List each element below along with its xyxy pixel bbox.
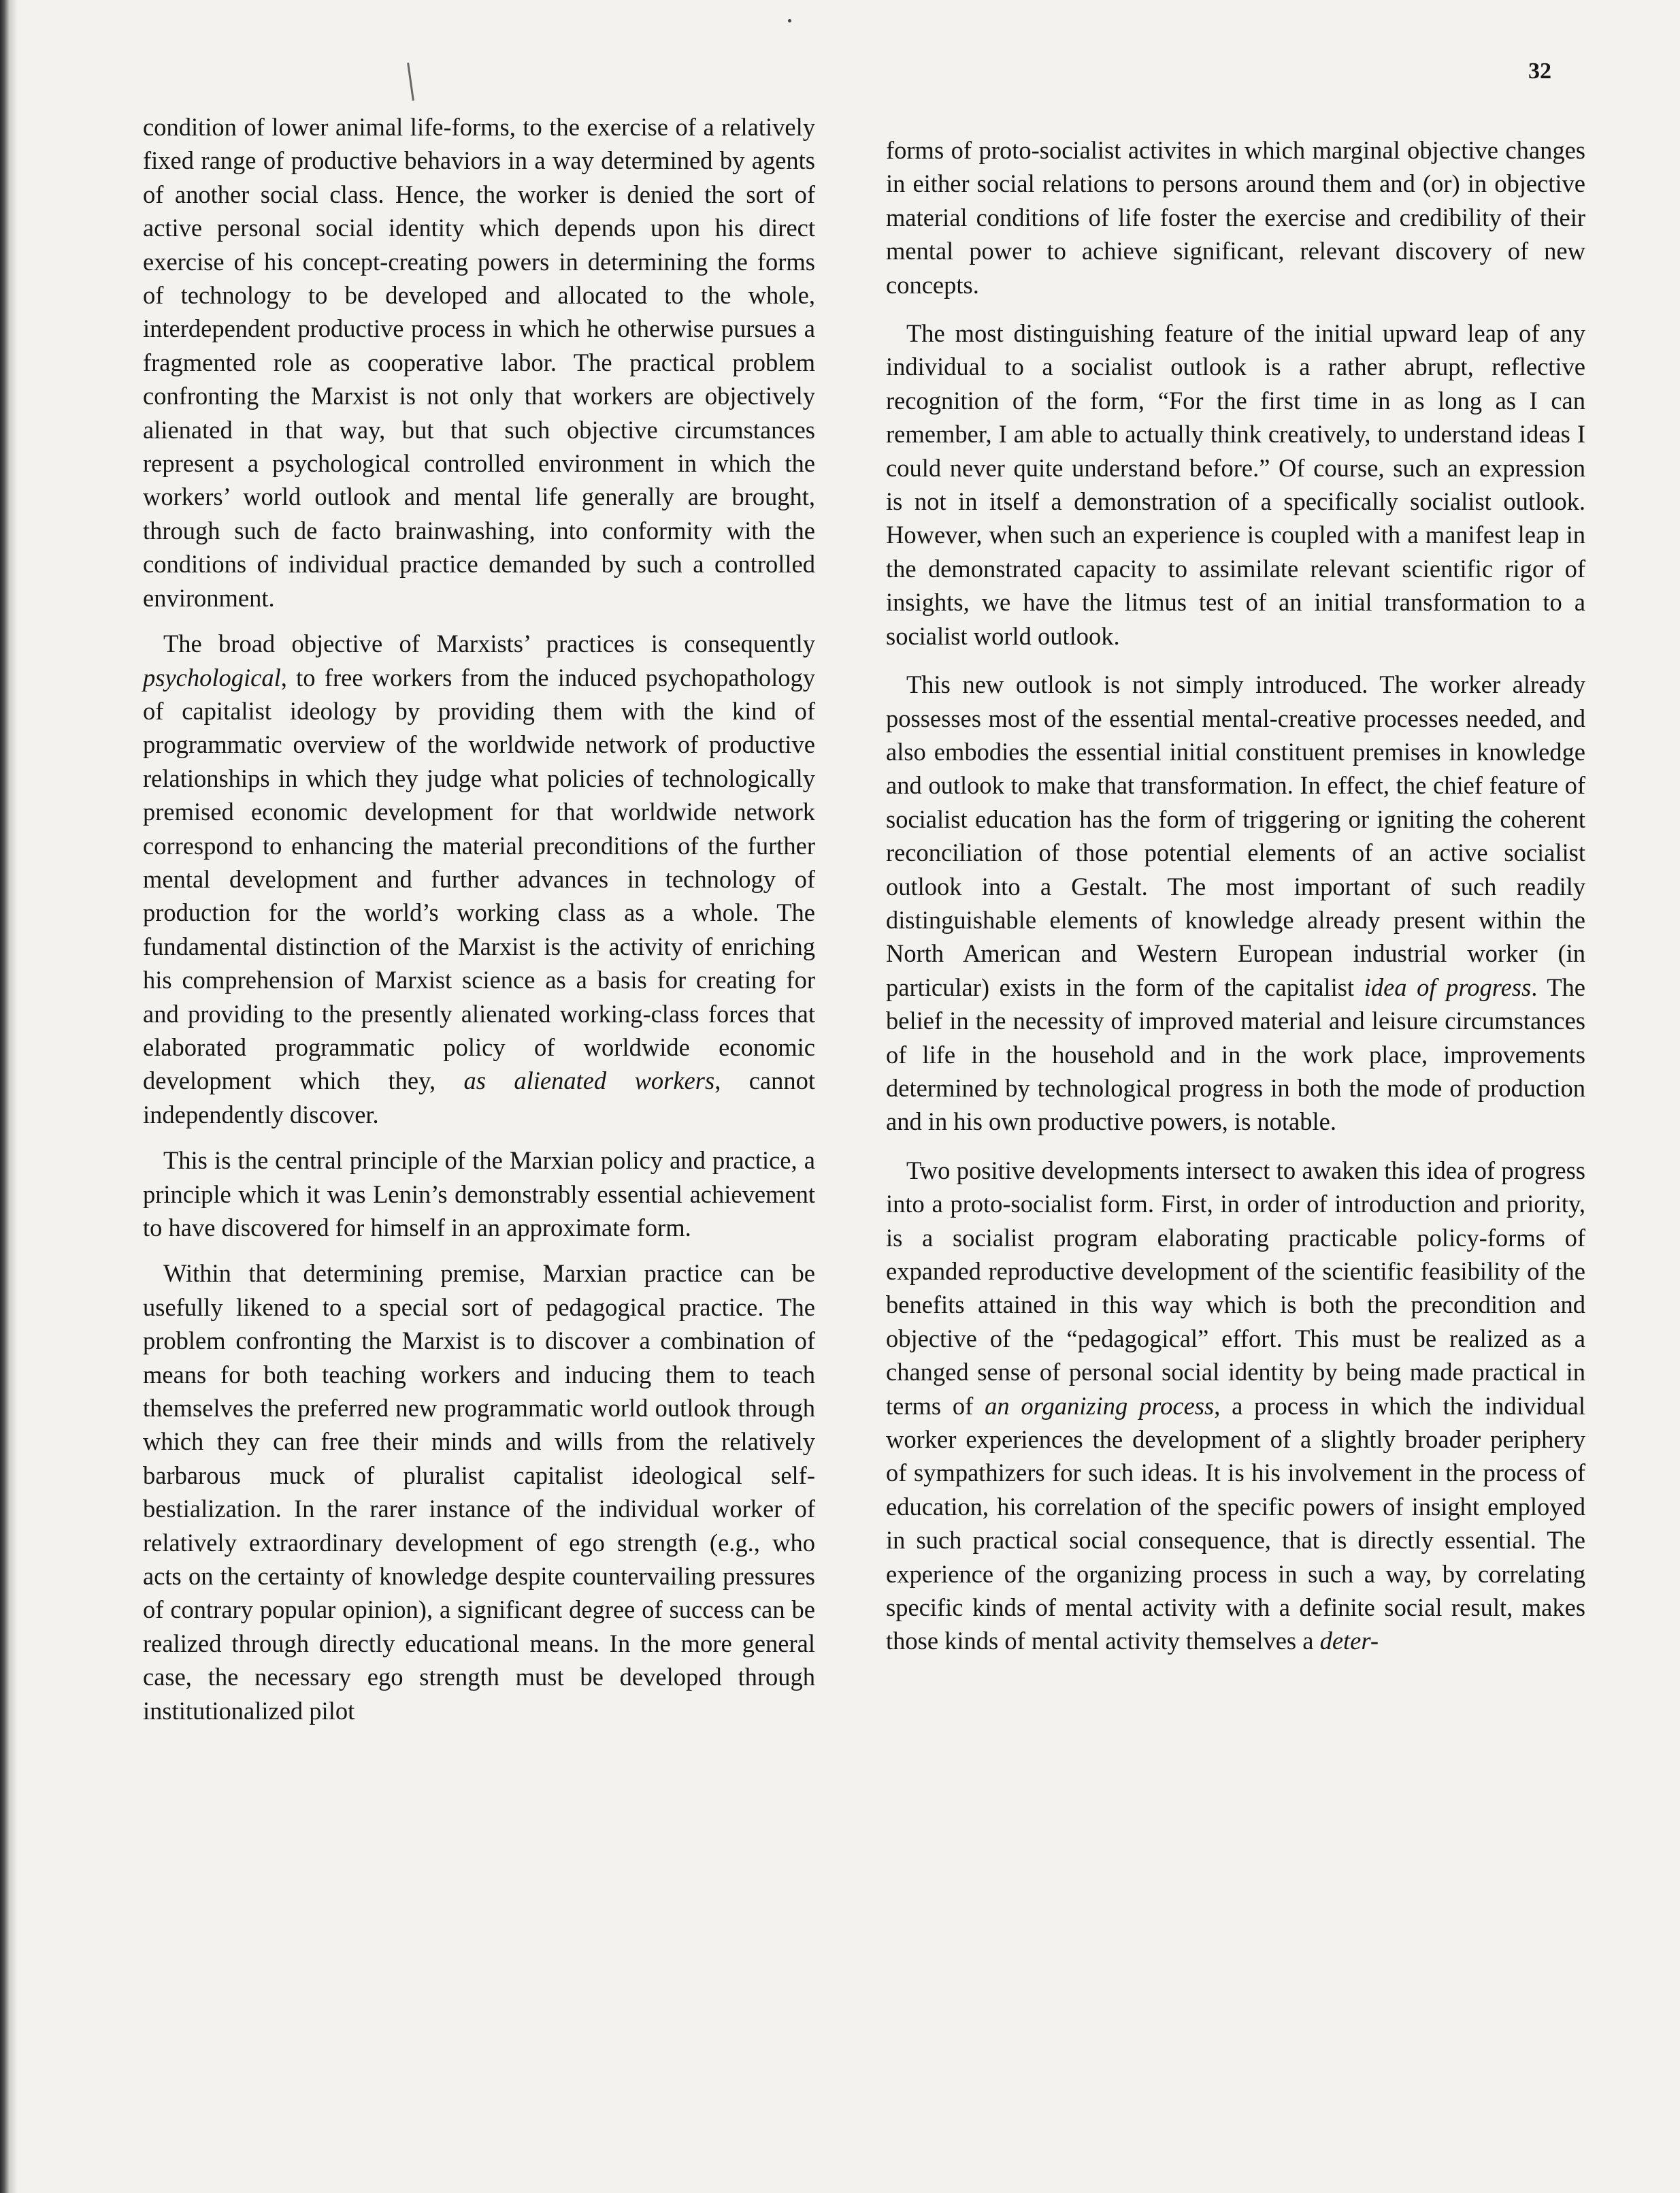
- italic-phrase: psychological: [143, 663, 281, 692]
- text-run: . The belief in the necessity of improved material and leisure circumstances of life in the household and in the work place, improvements determined by technological progress in both the mode of production and in his own productive powers, is notable.: [886, 973, 1586, 1136]
- italic-phrase: as alienated workers: [463, 1067, 715, 1095]
- text-run: The broad objective of Marxists’ practices is consequently: [163, 630, 815, 658]
- text-run: The most distinguishing feature of the initial upward leap of any individual to a socialist outlook is a rather abrupt, reflective recognition of the form, “For the first time in as long as I can remember, I am able to actually think creatively, to understand ideas I could never quite understand before.” Of course, such an expression is not in itself a demonstration of a specifically socialist outlook. However, when such an experience is coupled with a manifest leap in the demonstrated capacity to assimilate relevant scientific rigor of insights, we have the litmus test of an initial transformation to a socialist world outlook.: [886, 319, 1585, 650]
- italic-phrase: idea of progress: [1364, 973, 1532, 1001]
- text-run: This new outlook is not simply introduced. The worker already possesses most of the essential mental-creative processes needed, and also embodies the essential initial constituent premises in knowledge and outlook to make that transformation. In effect, the chief feature of socialist education has the form of triggering or igniting the coherent reconciliation of those potential elements of an active socialist outlook into a Gestalt. The most important of such readily distinguishable elements of knowledge already present within the North American and Western European industrial worker (in particular) exists in the form of the capitalist: [886, 670, 1585, 1001]
- right-column: [886, 133, 1585, 1658]
- paragraph: [143, 1143, 815, 1244]
- paragraph: [143, 1256, 815, 1727]
- paragraph: [886, 1154, 1585, 1658]
- text-run: , to free workers from the induced psychopathology of capitalist ideology by providing them with the kind of programmatic overview of the worldwide network of productive relationships in which they judge what policies of technologically premised economic development for that worldwide network correspond to enhancing the material preconditions of the further mental development and further advances in technology of production for the world’s working class as a whole. The fundamental distinction of the Marxist is the activity of enriching his comprehension of Marxist science as a basis for creating for and providing to the presently alienated working-class forces that elaborated programmatic policy of worldwide economic development which they,: [143, 663, 815, 1095]
- text-run: Within that determining premise, Marxian practice can be usefully likened to a special sort of pedagogical practice. The problem confronting the Marxist is to discover a combination of means for both teaching workers and inducing them to teach themselves the preferred new programmatic world outlook through which they can free their minds and wills from the relatively barbarous muck of pluralist capitalist ideological self-bestialization. In the rarer instance of the individual worker of relatively extraordinary development of ego strength (e.g., who acts on the certainty of knowledge despite countervailing pressures of contrary popular opinion), a significant degree of success can be realized through directly educational means. In the more general case, the necessary ego strength must be developed through institutionalized pilot: [143, 1259, 815, 1725]
- scan-edge-shadow: [0, 0, 18, 2193]
- paragraph: [886, 133, 1585, 302]
- scan-mark: [407, 63, 414, 101]
- left-column: [143, 110, 815, 1727]
- paragraph: [886, 668, 1585, 1139]
- text-run: Two positive developments intersect to awaken this idea of progress into a proto-socialist form. First, in order of introduction and priority, is a socialist program elaborating practicable policy-forms of expanded reproductive development of the scientific feasibility of the benefits attained in this way which is both the precondition and objective of the “pedagogical” effort. This must be realized as a changed sense of personal social identity by being made practical in terms of: [886, 1156, 1585, 1420]
- page-number: 32: [1528, 59, 1551, 84]
- text-run: This is the central principle of the Marxian policy and practice, a principle which it was Lenin’s demonstrably essential achievement to have discovered for himself in an approximate form.: [143, 1146, 815, 1241]
- italic-phrase: an organizing process: [985, 1391, 1215, 1420]
- text-run: forms of proto-socialist activites in which marginal objective changes in either social relations to persons around them and (or) in objective material conditions of life foster the exercise and credibility of their mental power to achieve significant, relevant discovery of new concepts.: [886, 136, 1585, 299]
- text-run: condition of lower animal life-forms, to the exercise of a relatively fixed range of productive behaviors in a way determined by agents of another social class. Hence, the worker is denied the sort of active personal social identity which depends upon his direct exercise of his concept-creating powers in determining the forms of technology to be developed and allocated to the whole, interdependent productive process in which he otherwise pursues a fragmented role as cooperative labor. The practical problem confronting the Marxist is not only that workers are objectively alienated in that way, but that such objective circumstances represent a psychological controlled environment in which the workers’ world outlook and mental life generally are brought, through such de facto brainwashing, into conformity with the conditions of individual practice demanded by such a controlled environment.: [143, 113, 815, 612]
- text-run: , cannot independently discover.: [143, 1067, 815, 1128]
- paragraph: [886, 316, 1585, 653]
- text-run: , a process in which the individual worker experiences the development of a slightly broader periphery of sympathizers for such ideas. It is his involvement in the process of education, his correlation of the specific powers of insight employed in such practical social consequence, that is directly essential. The experience of the organizing process in such a way, by correlating specific kinds of mental activity with a definite social result, makes those kinds of mental activity themselves a: [886, 1391, 1586, 1655]
- paragraph: [143, 110, 815, 615]
- italic-phrase: deter-: [1319, 1627, 1379, 1655]
- scan-speck: [788, 19, 791, 22]
- paragraph: [143, 627, 815, 1131]
